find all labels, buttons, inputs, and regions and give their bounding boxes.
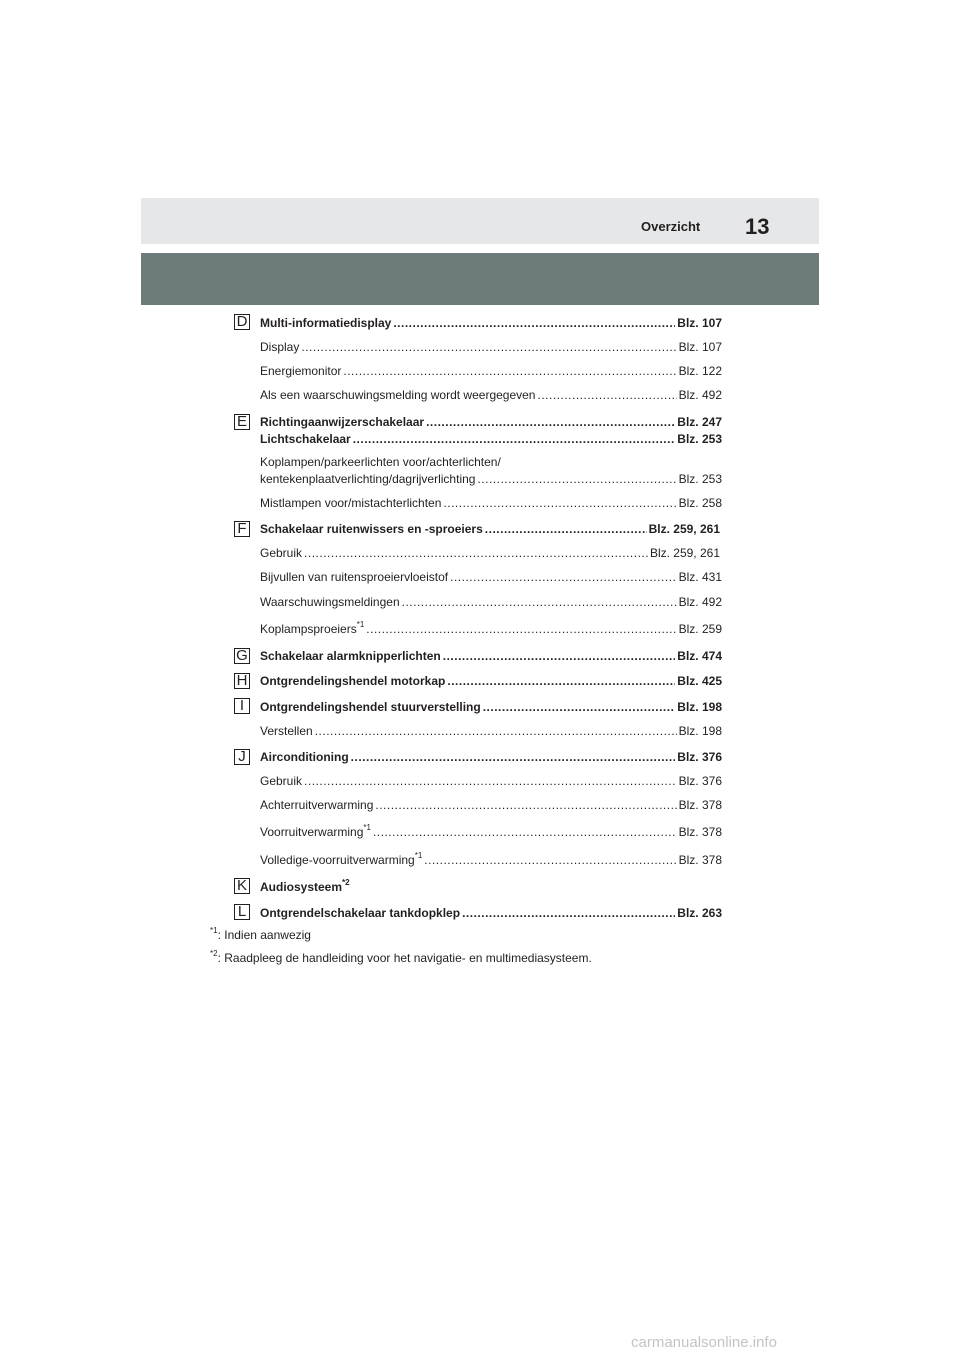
badge-d: D bbox=[234, 314, 250, 330]
entry-label: Airconditioning bbox=[260, 750, 349, 764]
watermark: carmanualsonline.info bbox=[631, 1334, 777, 1351]
entry-label: Multi-informatiedisplay bbox=[260, 316, 392, 330]
entry-label: Lichtschakelaar bbox=[260, 432, 351, 446]
entry-label: Ontgrendelingshendel stuurverstelling bbox=[260, 700, 481, 714]
entry-label: Voorruitverwarming$^{*1}$ bbox=[260, 823, 371, 839]
badge-k: K bbox=[234, 878, 250, 894]
entry-page-ref: Blz. 378 bbox=[678, 798, 722, 812]
badge-g: G bbox=[234, 648, 250, 664]
badge-i: I bbox=[234, 698, 250, 714]
page-number: 13 bbox=[745, 214, 770, 239]
badge-e: E bbox=[234, 414, 250, 430]
index-subentry-waarschuwingsmelding[interactable] bbox=[260, 388, 722, 402]
entry-page-ref: Blz. 474 bbox=[677, 649, 722, 663]
index-subentry-volledige-voorruitverwarming[interactable] bbox=[260, 853, 722, 867]
badge-j: J bbox=[234, 749, 250, 765]
index-entry-stuurverstelling[interactable] bbox=[260, 700, 722, 714]
entry-page-ref: Blz. 425 bbox=[677, 674, 722, 688]
index-subentry-voorruitverwarming[interactable] bbox=[260, 825, 722, 839]
entry-page-ref: Blz. 253 bbox=[678, 472, 722, 486]
index-entry-ruitenwissers[interactable] bbox=[260, 522, 720, 536]
entry-label: Mistlampen voor/mistachterlichten bbox=[260, 496, 442, 510]
index-entry-airconditioning[interactable] bbox=[260, 750, 722, 764]
entry-label: Als een waarschuwingsmelding wordt weergegeven bbox=[260, 388, 536, 402]
footnote-marker: *1 bbox=[356, 620, 365, 629]
entry-label: Ontgrendelschakelaar tankdopklep bbox=[260, 906, 461, 920]
entry-label: Bijvullen van ruitensproeiervloeistof bbox=[260, 570, 449, 584]
entry-page-ref: Blz. 258 bbox=[678, 496, 722, 510]
entry-label: kentekenplaatverlichting/dagrijverlichting bbox=[260, 472, 476, 486]
entry-label: Schakelaar alarmknipperlichten bbox=[260, 649, 441, 663]
entry-page-ref: Blz. 107 bbox=[678, 340, 722, 354]
entry-page-ref: Blz. 198 bbox=[678, 724, 722, 738]
entry-label: Verstellen bbox=[260, 724, 313, 738]
index-subentry-waarschuwingsmeldingen[interactable] bbox=[260, 595, 722, 609]
index-subentry-gebruik-wissers[interactable] bbox=[260, 546, 720, 560]
entry-page-ref: Blz. 122 bbox=[678, 364, 722, 378]
badge-l: L bbox=[234, 904, 250, 920]
section-banner bbox=[141, 253, 819, 305]
footnote-marker: *2 bbox=[342, 878, 350, 887]
entry-label: Volledige-voorruitverwarming$^{*1}$ bbox=[260, 851, 423, 867]
footnote-marker: *1 bbox=[210, 926, 218, 935]
entry-page-ref: Blz. 259 bbox=[678, 622, 722, 636]
entry-label: Waarschuwingsmeldingen bbox=[260, 595, 400, 609]
badge-h: H bbox=[234, 673, 250, 689]
entry-page-ref: Blz. 376 bbox=[677, 750, 722, 764]
entry-page-ref: Blz. 263 bbox=[677, 906, 722, 920]
index-subentry-display[interactable] bbox=[260, 340, 722, 354]
entry-label: Gebruik bbox=[260, 774, 303, 788]
entry-label: Audiosysteem$^{*2}$ bbox=[260, 878, 350, 894]
entry-label: Richtingaanwijzerschakelaar bbox=[260, 415, 425, 429]
index-entry-lichtschakelaar[interactable] bbox=[260, 432, 722, 446]
entry-page-ref: Blz. 376 bbox=[678, 774, 722, 788]
index-subentry-achterruitverwarming[interactable] bbox=[260, 798, 722, 812]
footnote-marker: *1 bbox=[414, 851, 423, 860]
entry-label: Koplampsproeiers$^{*1}$ bbox=[260, 620, 365, 636]
footnote-text: : Raadpleeg de handleiding voor het navigatie- en multimediasysteem. bbox=[217, 951, 592, 965]
badge-f: F bbox=[234, 521, 250, 537]
entry-page-ref: Blz. 259, 261 bbox=[648, 522, 720, 536]
entry-label: Schakelaar ruitenwissers en -sproeiers bbox=[260, 522, 483, 536]
entry-page-ref: Blz. 107 bbox=[677, 316, 722, 330]
entry-page-ref: Blz. 247 bbox=[677, 415, 722, 429]
index-subentry-mistlampen[interactable] bbox=[260, 496, 722, 510]
index-subentry-ruitensproeiervloeistof[interactable] bbox=[260, 570, 722, 584]
entry-page-ref: Blz. 378 bbox=[678, 825, 722, 839]
entry-label: Achterruitverwarming bbox=[260, 798, 374, 812]
index-subentry-energiemonitor[interactable] bbox=[260, 364, 722, 378]
entry-label: Ontgrendelingshendel motorkap bbox=[260, 674, 446, 688]
index-entry-multi-informatiedisplay[interactable] bbox=[260, 316, 722, 330]
entry-page-ref: Blz. 431 bbox=[678, 570, 722, 584]
index-subentry-koplampsproeiers[interactable] bbox=[260, 622, 722, 636]
index-entry-motorkap[interactable] bbox=[260, 674, 722, 688]
header-band bbox=[141, 198, 819, 244]
section-title: Overzicht bbox=[641, 219, 701, 234]
entry-page-ref: Blz. 378 bbox=[678, 853, 722, 867]
entry-page-ref: Blz. 198 bbox=[677, 700, 722, 714]
index-entry-audiosysteem[interactable] bbox=[260, 880, 722, 894]
entry-page-ref: Blz. 492 bbox=[678, 595, 722, 609]
index-subentry-verstellen[interactable] bbox=[260, 724, 722, 738]
index-entry-richtingaanwijzerschakelaar[interactable] bbox=[260, 415, 722, 429]
entry-label: Gebruik bbox=[260, 546, 303, 560]
footnote-marker: *2 bbox=[210, 949, 218, 958]
footnote-marker: *1 bbox=[363, 823, 371, 832]
footnote-text: : Indien aanwezig bbox=[217, 928, 311, 942]
entry-page-ref: Blz. 492 bbox=[678, 388, 722, 402]
entry-label: Display bbox=[260, 340, 300, 354]
footnote-2 bbox=[210, 951, 592, 965]
footnote-1 bbox=[210, 928, 311, 942]
entry-page-ref: Blz. 253 bbox=[677, 432, 722, 446]
entry-page-ref: Blz. 259, 261 bbox=[649, 546, 720, 560]
index-entry-alarmknipperlichten[interactable] bbox=[260, 649, 722, 663]
index-subentry-gebruik-airco[interactable] bbox=[260, 774, 722, 788]
index-entry-tankdopklep[interactable] bbox=[260, 906, 722, 920]
entry-label: Energiemonitor bbox=[260, 364, 342, 378]
index-subentry-koplampen-line1: Koplampen/parkeerlichten voor/achterlichten/ bbox=[260, 455, 501, 469]
index-subentry-kentekenplaatverlichting[interactable] bbox=[260, 472, 722, 486]
